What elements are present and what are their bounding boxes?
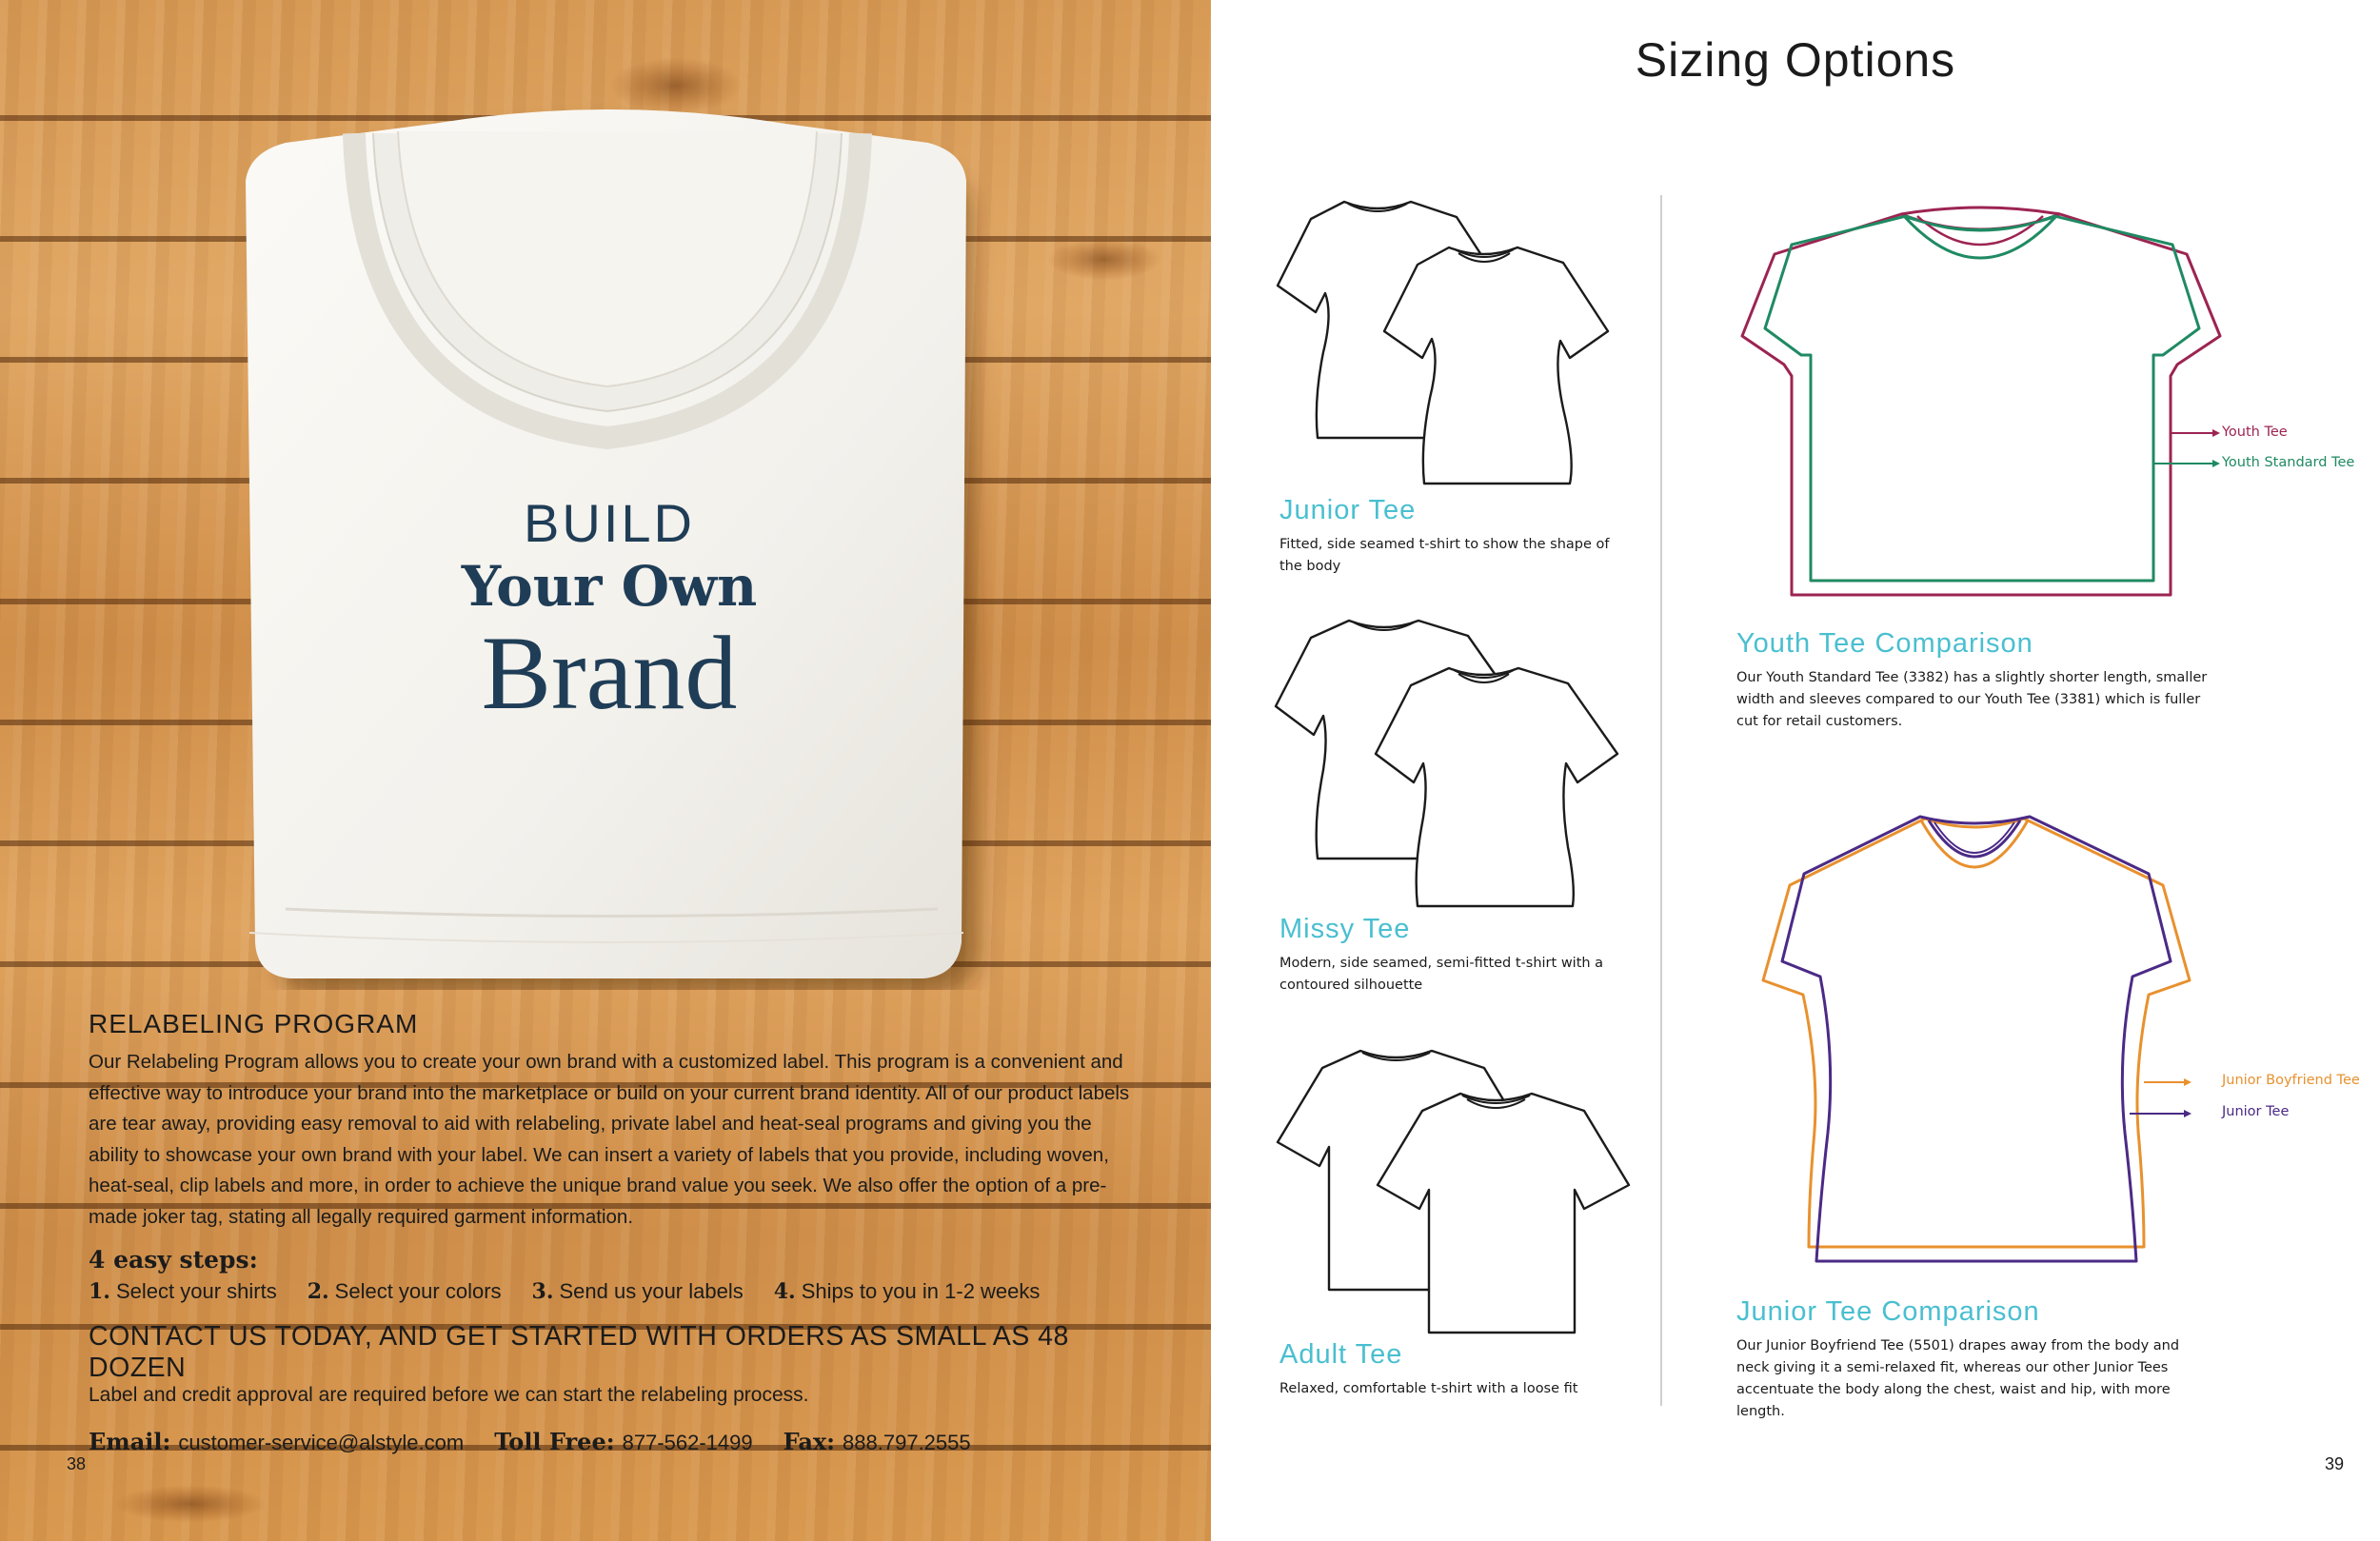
junior-comparison-illustration xyxy=(1725,800,2315,1294)
relabeling-section xyxy=(89,1009,1145,1455)
legend-junior-tee: Junior Tee xyxy=(2222,1104,2290,1119)
shirt-text-build: BUILD xyxy=(524,493,695,553)
legend-junior-boyfriend-tee: Junior Boyfriend Tee xyxy=(2222,1073,2360,1088)
phone-value: 877-562-1499 xyxy=(622,1431,753,1454)
adult-tee-illustration xyxy=(1268,1037,1649,1361)
adult-tee-desc: Relaxed, comfortable t-shirt with a loose fit xyxy=(1279,1381,1578,1396)
step-number: 2. xyxy=(307,1279,329,1304)
contact-toll-free xyxy=(494,1428,752,1455)
relabeling-heading: RELABELING PROGRAM xyxy=(89,1009,419,1038)
steps-list xyxy=(89,1279,1145,1304)
step-text: Send us your labels xyxy=(559,1279,744,1303)
step-number: 1. xyxy=(89,1279,110,1304)
junior-tee-illustration xyxy=(1268,190,1630,495)
contact-label: Email: xyxy=(89,1428,171,1455)
youth-comparison-block xyxy=(1736,628,2270,733)
contact-email xyxy=(89,1428,464,1455)
shirt-print xyxy=(419,493,800,731)
wood-knot xyxy=(114,1485,267,1523)
junior-tee-title: Junior Tee xyxy=(1279,495,1417,525)
contact-label: Fax: xyxy=(783,1428,836,1455)
junior-tee-block xyxy=(1279,495,1622,578)
youth-comparison-desc: Our Youth Standard Tee (3382) has a slightly shorter length, smaller width and sleeves compared to our Youth Tee (3381) which is fuller cut for retail customers. xyxy=(1736,670,2208,729)
right-page xyxy=(1211,0,2380,1541)
step-text: Select your colors xyxy=(334,1279,502,1303)
step-item xyxy=(89,1279,277,1304)
step-text: Select your shirts xyxy=(115,1279,277,1303)
junior-comparison-title: Junior Tee Comparison xyxy=(1736,1296,2040,1327)
youth-comparison-title: Youth Tee Comparison xyxy=(1736,628,2033,659)
step-text: Ships to you in 1-2 weeks xyxy=(801,1279,1041,1303)
junior-comparison-block xyxy=(1736,1296,2270,1423)
missy-tee-title: Missy Tee xyxy=(1279,914,1411,944)
shirt-text-brand: Brand xyxy=(481,615,738,731)
step-number: 3. xyxy=(531,1279,554,1304)
missy-tee-block xyxy=(1279,914,1622,997)
missy-tee-desc: Modern, side seamed, semi-fitted t-shirt with a contoured silhouette xyxy=(1279,956,1604,993)
contact-list xyxy=(89,1428,1145,1455)
step-number: 4. xyxy=(773,1279,796,1304)
youth-comparison-illustration xyxy=(1706,195,2315,614)
step-item xyxy=(532,1279,744,1304)
legend-youth-standard-tee: Youth Standard Tee xyxy=(2222,455,2355,470)
contact-subtext: Label and credit approval are required before we can start the relabeling process. xyxy=(89,1384,809,1406)
page-number: 38 xyxy=(67,1454,87,1473)
fax-value: 888.797.2555 xyxy=(843,1431,971,1454)
step-item xyxy=(774,1279,1041,1304)
steps-heading: 4 easy steps: xyxy=(89,1246,258,1274)
junior-tee-desc: Fitted, side seamed t-shirt to show the shape of the body xyxy=(1279,537,1610,574)
page-title: Sizing Options xyxy=(1635,33,1956,87)
contact-fax xyxy=(783,1428,971,1455)
column-divider xyxy=(1660,195,1662,1406)
adult-tee-title: Adult Tee xyxy=(1279,1339,1403,1370)
email-link[interactable]: customer-service@alstyle.com xyxy=(178,1431,465,1454)
legend-youth-tee: Youth Tee xyxy=(2222,425,2288,440)
junior-comparison-desc: Our Junior Boyfriend Tee (5501) drapes away from the body and neck giving it a semi-relaxed fit, whereas our other Junior Tees accentuate the body along the chest, waist and hip, with more length. xyxy=(1736,1338,2180,1419)
shirt-text-your-own: Your Own xyxy=(461,554,758,619)
relabeling-body: Our Relabeling Program allows you to create your own brand with a customized label. This program is a convenient and effective way to introduce your brand into the marketplace or build on your current brand identity. All of our product labels are tear away, providing easy removal to aid with relabeling, private label and heat-seal programs and giving you the ability to showcase your own brand with your label. We can insert a variety of labels that you provide, including woven, heat-seal, clip labels and more, in order to achieve the unique brand value you seek. We also offer the option of a pre-made joker tag, stating all legally required garment information. xyxy=(89,1051,1130,1228)
step-item xyxy=(307,1279,502,1304)
missy-tee-illustration xyxy=(1268,609,1649,914)
contact-label: Toll Free: xyxy=(494,1428,615,1455)
adult-tee-block xyxy=(1279,1339,1622,1400)
contact-heading: CONTACT US TODAY, AND GET STARTED WITH ORDERS AS SMALL AS 48 DOZEN xyxy=(89,1321,1069,1383)
page-number: 39 xyxy=(2325,1454,2345,1473)
